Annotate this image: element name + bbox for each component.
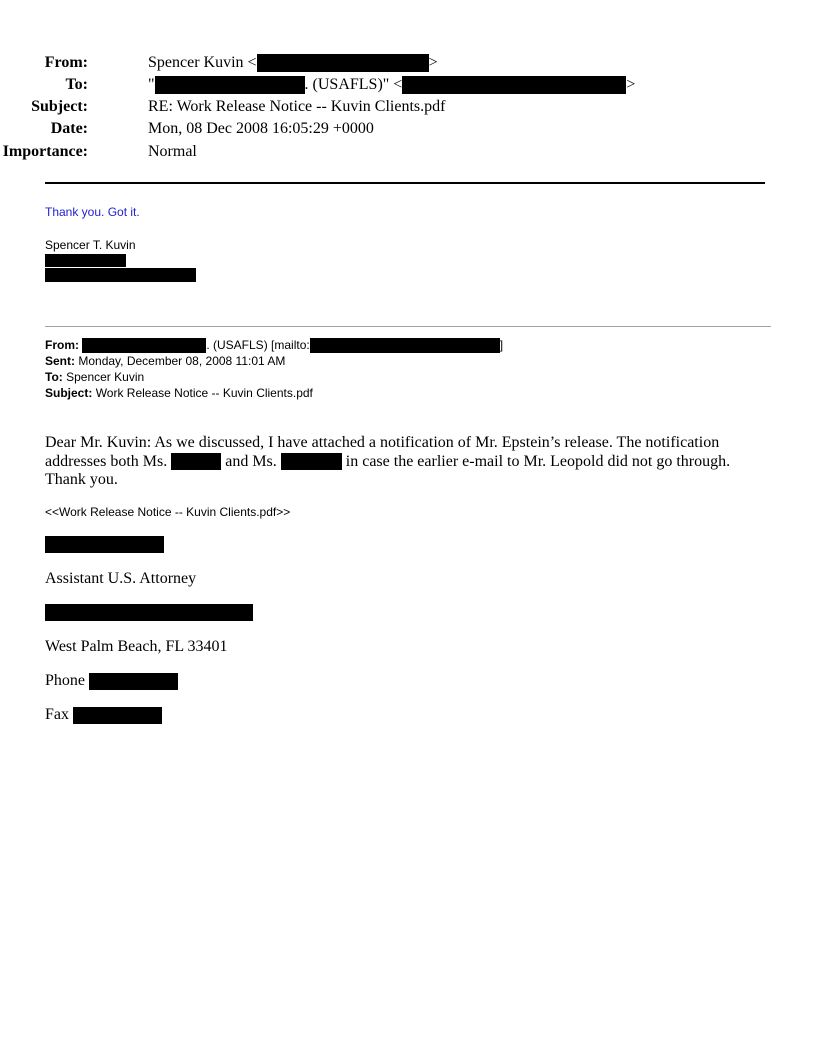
signature-city: West Palm Beach, FL 33401 [45, 638, 228, 655]
importance-label: Importance: [2, 143, 88, 160]
redaction-box [45, 604, 253, 621]
header-from-row [0, 52, 760, 74]
quote-divider [45, 326, 771, 327]
quoted-sent-label: Sent: [45, 354, 75, 369]
quoted-to-value: Spencer Kuvin [66, 370, 145, 385]
redaction-box [45, 536, 164, 553]
to-mid: . (USAFLS)" < [304, 76, 403, 93]
redaction-box [73, 707, 162, 724]
message-body [45, 434, 730, 490]
body-line: Thank you. [45, 471, 118, 488]
quoted-from-label: From: [45, 338, 79, 352]
subject-value: RE: Work Release Notice -- Kuvin Clients.pdf [148, 98, 446, 115]
body-line: Dear Mr. Kuvin: As we discussed, I have attached a notification of Mr. Epstein’s release. The notification [45, 434, 720, 451]
from-close: > [428, 54, 438, 71]
subject-label: Subject: [31, 98, 88, 115]
body-text: in case the earlier e-mail to Mr. Leopold did not go through. [341, 452, 731, 470]
quoted-header [45, 337, 503, 401]
date-label: Date: [50, 120, 88, 137]
phone-label: Phone [45, 672, 85, 689]
to-open: " [148, 76, 155, 93]
quoted-subject-row [45, 385, 503, 401]
signature-fax [45, 706, 162, 724]
quoted-to-label: To: [45, 370, 63, 385]
signature-name: Spencer T. Kuvin [45, 238, 136, 252]
redaction-box [310, 338, 500, 353]
date-value: Mon, 08 Dec 2008 16:05:29 +0000 [148, 120, 374, 137]
header-subject-row [0, 96, 760, 118]
from-name: Spencer Kuvin < [148, 54, 257, 71]
reply-text: Thank you. Got it. [45, 205, 140, 219]
quoted-from-mid: . (USAFLS) [mailto: [206, 338, 310, 352]
quoted-sent-value: Monday, December 08, 2008 11:01 AM [78, 354, 286, 369]
header-divider [45, 182, 765, 184]
quoted-from-close: ] [499, 338, 504, 352]
fax-label: Fax [45, 706, 69, 723]
body-text: addresses both Ms. [45, 452, 172, 470]
importance-value: Normal [148, 143, 197, 160]
header-date-row [0, 118, 760, 140]
redaction-box [89, 673, 178, 690]
redaction-box [171, 453, 221, 470]
redaction-box [402, 76, 626, 94]
quoted-from-row [45, 337, 503, 353]
to-close: > [626, 76, 636, 93]
redaction-box [82, 338, 206, 353]
to-label: To: [65, 76, 88, 93]
redaction-box [281, 453, 342, 470]
header-to-row [0, 74, 760, 96]
signature-title: Assistant U.S. Attorney [45, 570, 197, 587]
body-text: and Ms. [221, 452, 281, 470]
redaction-box [45, 254, 126, 267]
redaction-box [45, 268, 196, 282]
body-line [45, 453, 730, 472]
attachment-label: <<Work Release Notice -- Kuvin Clients.pdf>> [45, 505, 291, 519]
redaction-box [155, 76, 305, 94]
quoted-subject-label: Subject: [45, 386, 93, 401]
redaction-box [257, 54, 429, 72]
header-importance-row [0, 141, 760, 163]
quoted-sent-row [45, 353, 503, 369]
quoted-to-row [45, 369, 503, 385]
from-label: From: [44, 54, 88, 71]
quoted-subject-value: Work Release Notice -- Kuvin Clients.pdf [95, 386, 313, 401]
signature-phone [45, 672, 178, 690]
